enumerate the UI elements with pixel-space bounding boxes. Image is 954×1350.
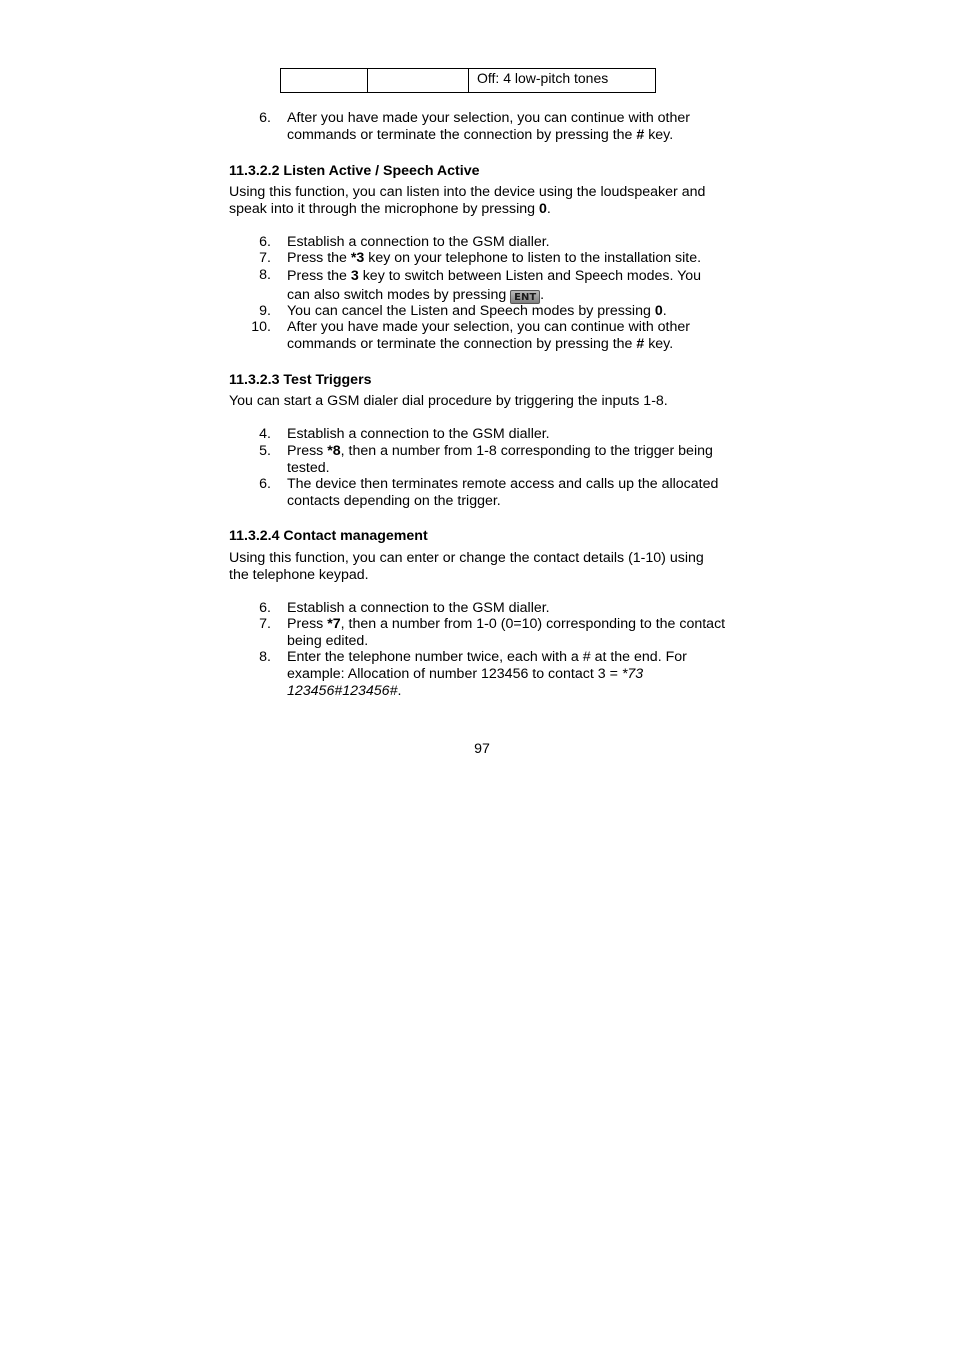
text-run: commands or terminate the connection by pressing the	[287, 335, 637, 352]
bold-text-run: 0	[538, 200, 547, 217]
text-run: The device then terminates remote access and calls up the allocated	[287, 476, 719, 492]
list-item-text	[287, 234, 747, 251]
section-heading-contact-management: 11.3.2.4 Contact management	[229, 528, 428, 544]
list-number: 6.	[259, 476, 271, 492]
section-heading-listen-speech: 11.3.2.2 Listen Active / Speech Active	[229, 163, 480, 179]
italic-text-run: *73	[621, 665, 644, 682]
list-number: 7.	[259, 250, 271, 266]
text-run: Establish a connection to the GSM dialler.	[287, 426, 550, 442]
text-run: can also switch modes by pressing	[287, 287, 511, 303]
ent-key-icon: ENT	[510, 290, 540, 304]
list-item-text	[287, 303, 747, 320]
section-heading-test-triggers: 11.3.2.3 Test Triggers	[229, 372, 372, 388]
list-item-text	[287, 476, 747, 510]
section-intro-test-triggers	[229, 393, 739, 410]
bold-text-run: 3	[350, 268, 359, 284]
text-run: After you have made your selection, you can continue with other	[287, 110, 690, 126]
text-run: Press	[287, 443, 328, 459]
list-number: 9.	[259, 303, 271, 319]
text-run: After you have made your selection, you can continue with other	[287, 319, 690, 335]
bold-text-run: #	[636, 335, 645, 352]
text-run: Press the	[287, 250, 351, 266]
text-run: Using this function, you can enter or change the contact details (1-10) using	[229, 550, 704, 566]
list-item-text	[287, 250, 747, 267]
text-run: key on your telephone to listen to the installation site.	[364, 250, 702, 266]
list-number: 5.	[259, 443, 271, 459]
italic-text-run: 123456#123456#	[287, 682, 398, 699]
list-number: 6.	[259, 234, 271, 250]
section-intro-contact-management	[229, 550, 739, 584]
text-run: .	[662, 303, 667, 319]
list-number: 4.	[259, 426, 271, 442]
list-number: 8.	[259, 649, 271, 665]
text-run: example: Allocation of number 123456 to contact 3 =	[287, 665, 622, 682]
section-intro-listen-speech	[229, 184, 739, 218]
table-cell	[368, 69, 469, 93]
list-item-text	[287, 426, 747, 443]
list-number: 6.	[259, 110, 271, 126]
text-run: key to switch between Listen and Speech modes. You	[358, 268, 702, 284]
text-run: Enter the telephone number twice, each with a # at the end. For	[287, 649, 687, 665]
text-run: .	[397, 682, 402, 699]
text-run: the telephone keypad.	[229, 566, 369, 583]
bold-text-run: #	[636, 126, 645, 143]
text-run: tested.	[287, 459, 330, 476]
text-run: being edited.	[287, 632, 369, 649]
text-run: You can cancel the Listen and Speech modes by pressing	[287, 303, 655, 319]
text-run: Press the	[287, 268, 351, 284]
text-run: .	[546, 200, 551, 217]
table-cell: Off: 4 low-pitch tones	[469, 69, 656, 93]
list-number: 8.	[259, 267, 271, 283]
text-run: key.	[644, 335, 674, 352]
list-item-text	[287, 110, 747, 144]
text-run: .	[540, 287, 545, 303]
text-run: Establish a connection to the GSM dialler.	[287, 234, 550, 250]
settings-table-fragment	[280, 68, 656, 93]
bold-text-run: *8	[327, 443, 341, 459]
text-run: Press	[287, 616, 328, 632]
text-run: contacts depending on the trigger.	[287, 492, 501, 509]
list-number: 10.	[251, 319, 271, 335]
list-item-text	[287, 443, 747, 477]
list-number: 6.	[259, 600, 271, 616]
list-item-text	[287, 616, 747, 650]
text-run: key.	[644, 126, 674, 143]
page-number: 97	[474, 741, 490, 757]
text-run: You can start a GSM dialer dial procedure by triggering the inputs 1-8.	[229, 393, 668, 409]
text-run: , then a number from 1-8 corresponding to the trigger being	[340, 443, 713, 459]
list-item-text	[287, 649, 747, 699]
list-item-text	[287, 319, 747, 353]
text-run: commands or terminate the connection by pressing the	[287, 126, 637, 143]
text-run: Establish a connection to the GSM dialler.	[287, 600, 550, 616]
list-number: 7.	[259, 616, 271, 632]
text-run: Using this function, you can listen into the device using the loudspeaker and	[229, 184, 706, 200]
list-item-text	[287, 267, 747, 305]
list-item-text	[287, 600, 747, 617]
bold-text-run: *3	[350, 250, 365, 266]
table-cell	[281, 69, 368, 93]
bold-text-run: *7	[327, 616, 341, 632]
text-run: , then a number from 1-0 (0=10) corresponding to the contact	[340, 616, 726, 632]
table-row	[281, 69, 656, 93]
bold-text-run: 0	[654, 303, 663, 319]
text-run: speak into it through the microphone by pressing	[229, 200, 539, 217]
